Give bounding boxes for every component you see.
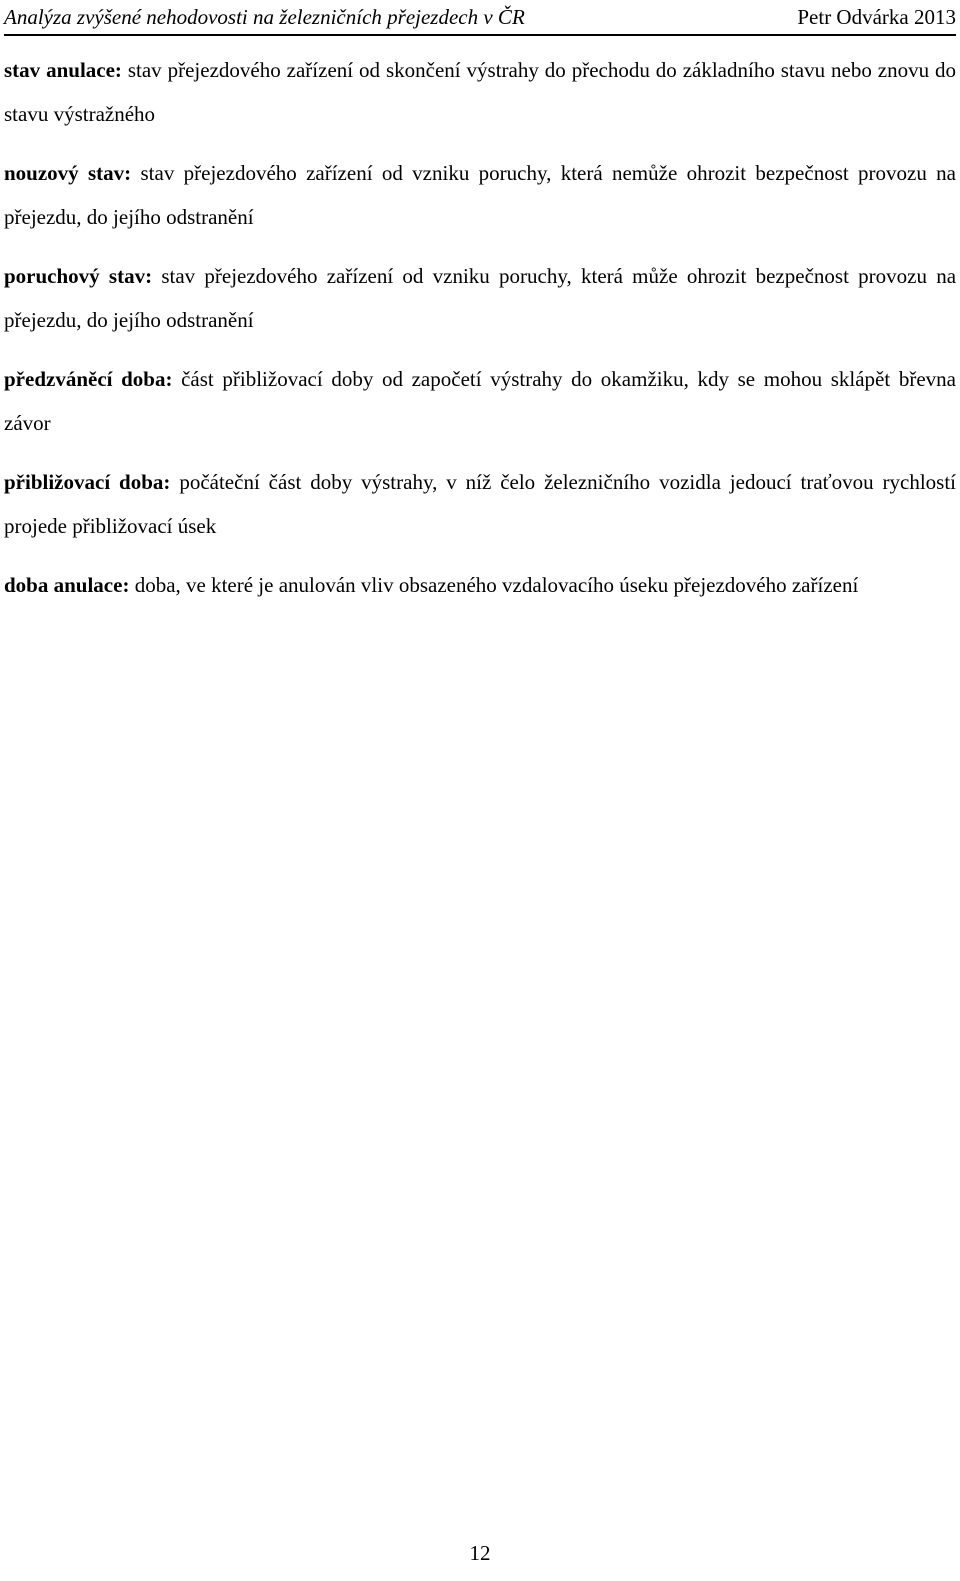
definition-text: stav přejezdového zařízení od vzniku poruchy, která nemůže ohrozit bezpečnost provozu na přejezdu, do jejího odstranění (4, 161, 956, 229)
definition-priblizovaci-doba (4, 460, 956, 548)
definition-predzvaneci-doba (4, 357, 956, 445)
definition-term: předzváněcí doba: (4, 367, 173, 391)
definition-text: část přibližovací doby od započetí výstrahy do okamžiku, kdy se mohou sklápět břevna závor (4, 367, 956, 435)
definition-text: počáteční část doby výstrahy, v níž čelo železničního vozidla jedoucí traťovou rychlostí projede přibližovací úsek (4, 470, 957, 538)
definition-text: stav přejezdového zařízení od vzniku poruchy, která může ohrozit bezpečnost provozu na přejezdu, do jejího odstranění (4, 264, 957, 332)
definitions-list (4, 48, 956, 622)
definition-term: přibližovací doba: (4, 470, 171, 494)
definition-term: stav anulace: (4, 58, 122, 82)
definition-nouzovy-stav (4, 151, 956, 239)
author-year: Petr Odvárka 2013 (797, 5, 956, 29)
page-number: 12 (469, 1541, 491, 1565)
definition-term: nouzový stav: (4, 161, 132, 185)
definition-stav-anulace (4, 48, 956, 136)
definition-term: poruchový stav: (4, 264, 153, 288)
document-title: Analýza zvýšené nehodovosti na železničních přejezdech v ČR (4, 5, 525, 29)
definition-text: doba, ve které je anulován vliv obsazeného vzdalovacího úseku přejezdového zařízení (134, 573, 859, 597)
definition-doba-anulace (4, 563, 956, 607)
page-header (4, 4, 956, 36)
definition-poruchovy-stav (4, 254, 956, 342)
definition-text: stav přejezdového zařízení od skončení výstrahy do přechodu do základního stavu nebo znovu do stavu výstražného (4, 58, 956, 126)
definition-term: doba anulace: (4, 573, 130, 597)
